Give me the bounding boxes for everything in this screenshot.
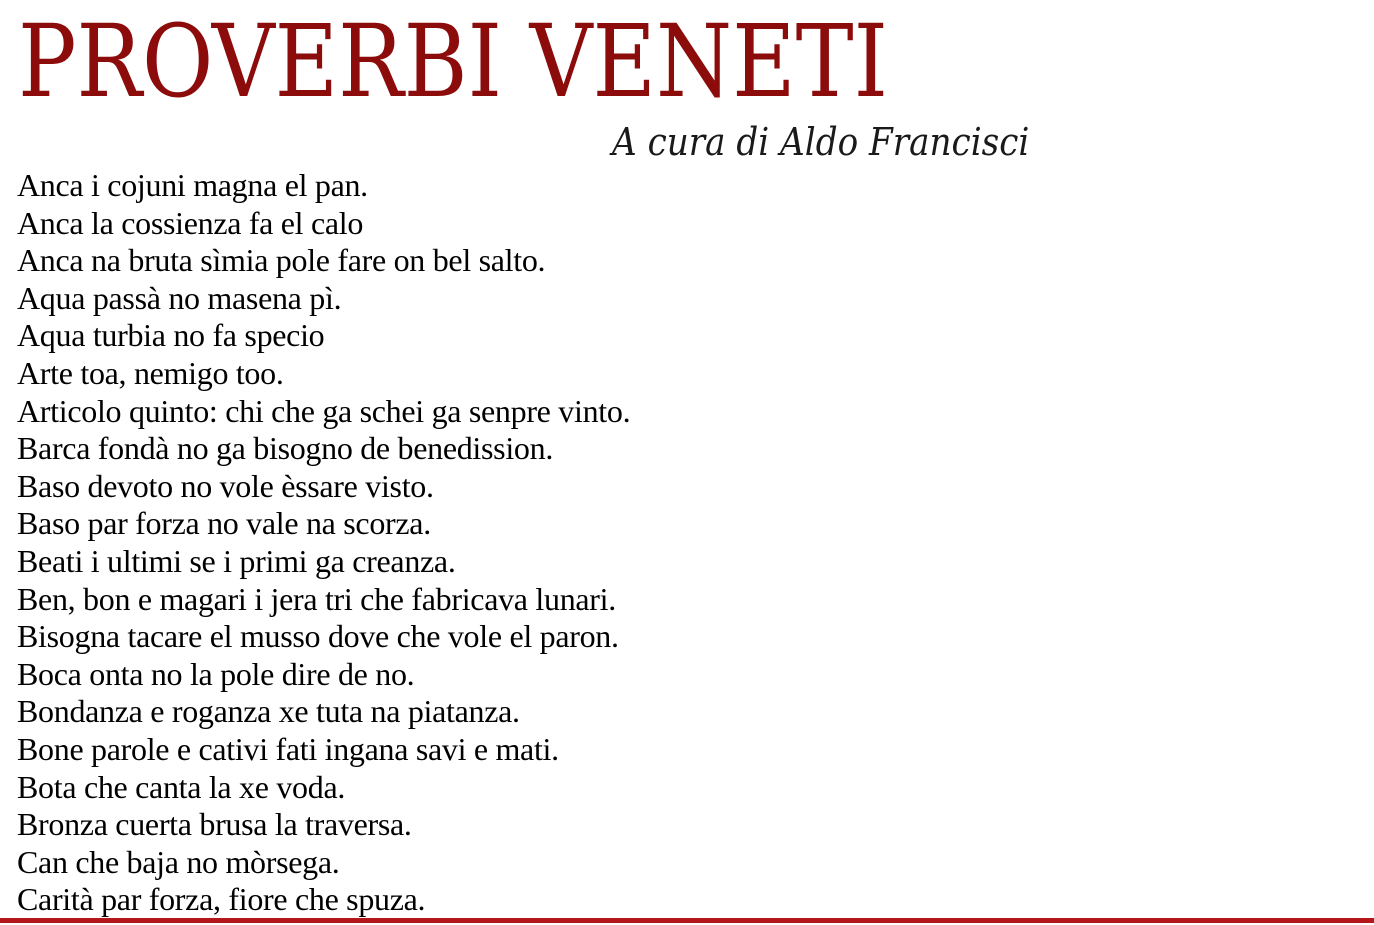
proverb-line: Anca i cojuni magna el pan.	[17, 167, 368, 203]
proverb-list	[17, 167, 630, 919]
proverb-line: Bisogna tacare el musso dove che vole el paron.	[17, 618, 619, 655]
proverb-line: Bronza cuerta brusa la traversa.	[17, 806, 412, 843]
proverb-line: Bota che canta la xe voda.	[17, 768, 346, 805]
proverb-line: Aqua turbia no fa specio	[17, 317, 325, 354]
proverb-line: Articolo quinto: chi che ga schei ga senpre vinto.	[17, 392, 631, 429]
page-title: PROVERBI VENETI	[18, 3, 888, 120]
page-subtitle: A cura di Aldo Francisci	[612, 120, 1030, 164]
proverb-line: Bone parole e cativi fati ingana savi e mati.	[17, 730, 559, 767]
proverb-line: Anca la cossienza fa el calo	[17, 204, 364, 241]
proverb-line: Aqua passà no masena pì.	[17, 279, 342, 316]
proverb-line: Arte toa, nemigo too.	[17, 354, 284, 391]
proverb-line: Anca na bruta sìmia pole fare on bel salto.	[17, 242, 546, 279]
proverb-line: Barca fondà no ga bisogno de benedission.	[17, 430, 554, 467]
proverb-line: Can che baja no mòrsega.	[17, 843, 340, 880]
bottom-divider	[0, 918, 1374, 923]
proverb-line: Carità par forza, fiore che spuza.	[17, 881, 426, 918]
proverb-line: Baso par forza no vale na scorza.	[17, 505, 431, 542]
proverb-line: Beati i ultimi se i primi ga creanza.	[17, 542, 456, 579]
proverb-line: Bondanza e roganza xe tuta na piatanza.	[17, 693, 520, 730]
proverb-line: Ben, bon e magari i jera tri che fabricava lunari.	[17, 580, 616, 617]
proverb-line: Boca onta no la pole dire de no.	[17, 655, 415, 692]
proverb-line: Baso devoto no vole èssare visto.	[17, 467, 434, 504]
